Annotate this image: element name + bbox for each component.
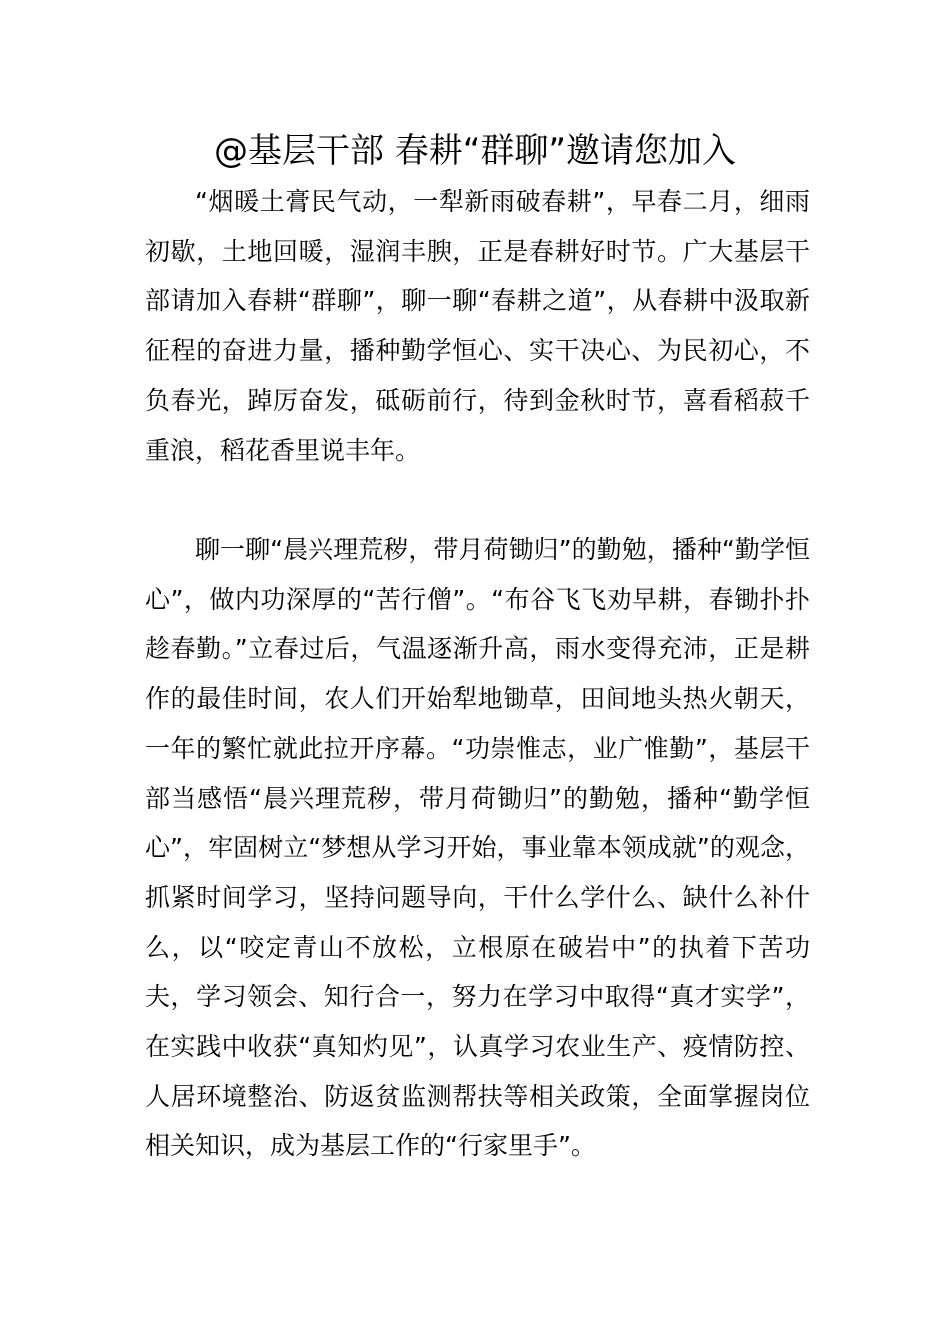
document-title: @基层干部 春耕“群聊”邀请您加入 bbox=[213, 131, 737, 171]
paragraph-intro: “烟暖土膏民气动，一犁新雨破春耕”，早春二月，细雨初歇，土地回暖，湿润丰腴，正是春耕好时节。广大基层干部请加入春耕“群聊”，聊一聊“春耕之道”，从春耕中汲取新征程的奋进力量，播种勤学恒心、实干决心、为民初心，不负春光，踔厉奋发，砥砺前行，待到金秋时节，喜看稻菽千重浪，稻花香里说丰年。 bbox=[145, 187, 810, 465]
paragraph-diligence: 聊一聊“晨兴理荒秽，带月荷锄归”的勤勉，播种“勤学恒心”，做内功深厚的“苦行僧”。“布谷飞飞劝早耕，春锄扑扑趁春勤。”立春过后，气温逐渐升高，雨水变得充沛，正是耕作的最佳时间，农人们开始犁地锄草，田间地头热火朝天，一年的繁忙就此拉开序幕。“功崇惟志，业广惟勤”，基层干部当感悟“晨兴理荒秽，带月荷锄归”的勤勉，播种“勤学恒心”，牢固树立“梦想从学习开始，事业靠本领成就”的观念，抓紧时间学习，坚持问题导向，干什么学什么、缺什么补什么，以“咬定青山不放松，立根原在破岩中”的执着下苦功夫，学习领会、知行合一，努力在学习中取得“真才实学”，在实践中收获“真知灼见”，认真学习农业生产、疫情防控、人居环境整治、防返贫监测帮扶等相关政策，全面掌握岗位相关知识，成为基层工作的“行家里手”。 bbox=[145, 535, 810, 1161]
